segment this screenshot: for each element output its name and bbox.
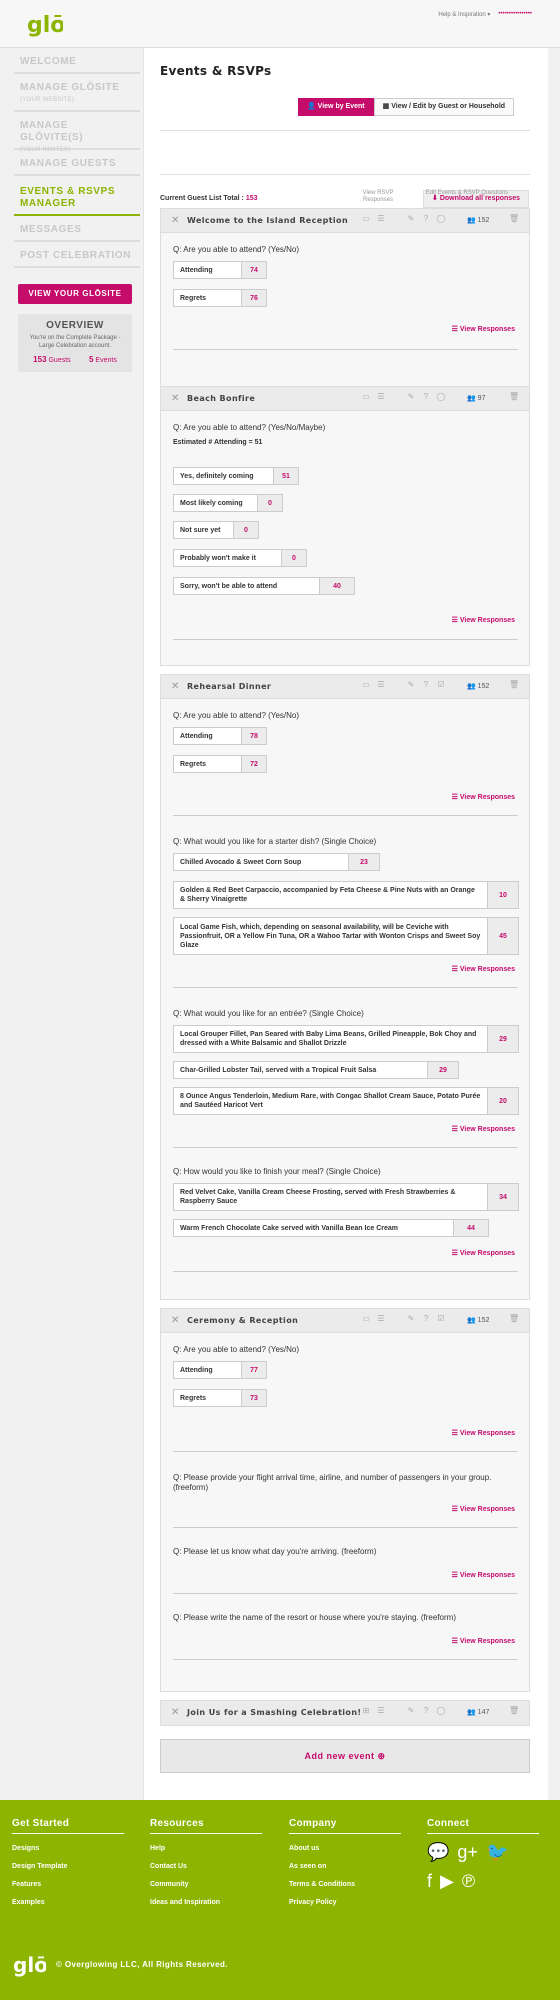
overview-description: You're on the Complete Package - Large Celebration account. [29,335,121,349]
question-text: Q: What would you like for a starter dish? (Single Choice) [173,837,377,846]
question-text: Q: Are you able to attend? (Yes/No) [173,711,300,720]
collapse-icon[interactable]: ✕ [171,215,180,226]
sidebar [14,52,140,372]
divider [173,1271,518,1272]
footer [0,1800,560,2000]
footer-link[interactable]: Terms & Conditions [289,1881,355,1888]
main-content [143,48,548,1800]
footer-link[interactable]: Help [150,1845,166,1852]
help-inspiration-link[interactable]: Help & Inspiration ▾ [438,12,491,18]
sidebar-item-manage-glovites[interactable] [14,112,140,153]
guests-count-value: 97 [477,395,486,402]
list-icon: ☰ [451,326,458,333]
event-title: Join Us for a Smashing Celebration! [187,1708,362,1717]
divider [173,987,518,988]
guests-count [467,1708,489,1716]
sidebar-item-events-rsvps[interactable] [14,176,140,216]
edit-icon[interactable]: ✎ [407,1706,415,1715]
footer-link[interactable]: Features [12,1881,42,1888]
collapse-icon[interactable]: ✕ [171,1315,180,1326]
add-event-label: Add new event [304,1751,375,1761]
guests-count [467,216,489,224]
view-by-guest-label: View / Edit by Guest or Household [391,103,506,110]
list-icon: ☰ [451,1506,458,1513]
answer-row[interactable] [173,494,283,512]
view-responses-label: View Responses [459,1250,515,1257]
view-responses-link[interactable] [452,1571,515,1579]
answer-label: Sorry, won't be able to attend [174,578,320,594]
view-responses-label: View Responses [459,1572,515,1579]
answer-row[interactable] [173,467,299,485]
answer-label: Char-Grilled Lobster Tail, served with a Tropical Fruit Salsa [174,1062,428,1078]
view-responses-link[interactable] [452,325,515,333]
guests-count [467,394,485,402]
people-icon: 👥 [467,683,476,690]
estimated-attending: Estimated # Attending = 51 [173,439,263,446]
edit-icon[interactable]: ✎ [407,1314,415,1323]
question-text: Q: How would you like to finish your meal? (Single Choice) [173,1167,381,1176]
answer-row[interactable] [173,853,380,871]
overview-title: OVERVIEW [46,320,104,331]
footer-link[interactable]: About us [289,1845,320,1852]
footer-glo-logo[interactable] [12,1948,46,1980]
answer-row[interactable] [173,881,519,909]
list-icon[interactable]: ☰ [377,392,385,401]
collapse-icon[interactable]: ✕ [171,681,180,692]
event-title: Ceremony & Reception [187,1316,299,1325]
answer-label: Local Grouper Fillet, Pan Seared with Baby Lima Beans, Grilled Pineapple, Bok Choy and dressed with a White Balsamic and Shallot Drizzle [174,1026,488,1052]
answer-label: Yes, definitely coming [174,468,274,484]
answer-label: Chilled Avocado & Sweet Corn Soup [174,854,349,870]
copyright: © Overglowing LLC, All Rights Reserved. [56,1960,228,1969]
total-label: Current Guest List Total : [160,195,244,202]
google-plus-icon[interactable]: g+ [457,1842,478,1862]
footer-link[interactable]: Contact Us [150,1863,187,1870]
event-card [160,1700,530,1726]
answer-count: 0 [258,495,282,511]
view-responses-link[interactable] [452,1429,515,1437]
view-responses-link[interactable] [452,1125,515,1133]
question-text: Q: Are you able to attend? (Yes/No/Maybe) [173,423,326,432]
view-responses-label: View Responses [459,1430,515,1437]
blog-icon[interactable]: 💬 [427,1842,450,1862]
list-icon[interactable]: ☰ [377,1706,385,1715]
footer-heading: Get Started [12,1818,124,1834]
answer-row[interactable] [173,549,307,567]
answer-label: Regrets [174,290,242,306]
answer-count: 29 [488,1026,518,1052]
view-responses-label: View Responses [459,326,515,333]
answer-row[interactable] [173,755,267,773]
event-card [160,386,530,666]
answer-label: Attending [174,1362,242,1378]
answer-row[interactable] [173,727,267,745]
view-icon[interactable]: ▭ [362,1314,370,1323]
answer-count: 0 [234,522,258,538]
sidebar-item-manage-glosite[interactable] [14,74,140,112]
sidebar-item-label: WELCOME [20,56,77,67]
person-icon: 👤 [307,103,316,110]
answer-count: 44 [454,1220,488,1236]
plus-circle-icon: ⊕ [377,1751,386,1761]
divider [160,174,530,175]
answer-count: 74 [242,262,266,278]
view-responses-label: View Responses [459,1506,515,1513]
answer-count: 23 [349,854,379,870]
question-icon[interactable]: ? [423,1706,429,1715]
list-icon: ☰ [451,1572,458,1579]
guests-count-value: 152 [477,1317,490,1324]
glo-logo[interactable] [25,6,63,40]
answer-row[interactable] [173,917,519,955]
footer-link[interactable]: As seen on [289,1863,327,1870]
edit-icon[interactable]: ✎ [407,392,415,401]
footer-link[interactable]: Design Template [12,1863,68,1870]
facebook-icon[interactable]: f [427,1871,433,1891]
question-icon[interactable]: ? [423,392,429,401]
list-icon: ☰ [451,617,458,624]
trash-icon[interactable]: 🗑 [509,1706,520,1715]
divider [173,639,518,640]
answer-count: 0 [282,550,306,566]
calendar-icon: ▦ [382,103,390,110]
event-count: 5 [89,355,94,364]
answer-count: 20 [488,1088,518,1114]
answer-row[interactable] [173,1361,267,1379]
user-menu[interactable]: •••••••••••••••• [498,11,532,17]
list-icon: ☰ [451,1430,458,1437]
answer-label: Probably won't make it [174,550,282,566]
answer-label: Regrets [174,756,242,772]
answer-row[interactable] [173,1087,519,1115]
sidebar-item-label: MANAGE GUESTS [20,158,117,169]
answer-label: Attending [174,728,242,744]
chat-icon[interactable]: ◯ [436,214,446,223]
top-bar [0,0,560,48]
checkbox-icon[interactable]: ☑ [437,1314,445,1323]
sidebar-item-label: MESSAGES [20,224,82,235]
list-icon: ☰ [451,794,458,801]
event-header [161,675,529,699]
edit-icon[interactable]: ✎ [407,680,415,689]
event-header [161,1309,529,1333]
answer-label: Golden & Red Beet Carpaccio, accompanied by Feta Cheese & Pine Nuts with an Orange & Sherry Vinaigrette [174,882,488,908]
footer-link[interactable]: Community [150,1881,189,1888]
list-icon: ☰ [451,1126,458,1133]
question-text: Q: Please let us know what day you're arriving. (freeform) [173,1547,377,1556]
guests-count-value: 152 [477,683,490,690]
answer-row[interactable] [173,1183,519,1211]
answer-row[interactable] [173,1389,267,1407]
divider [173,1527,518,1528]
event-title: Welcome to the Island Reception [187,216,349,225]
svg-text:glō: glō [27,13,63,38]
footer-link[interactable]: Ideas and Inspiration [150,1899,221,1906]
collapse-icon[interactable]: ✕ [171,393,180,404]
question-icon[interactable]: ? [423,1314,429,1323]
sidebar-item-welcome[interactable] [14,52,140,74]
answer-row[interactable] [173,577,355,595]
pinterest-icon[interactable]: ℗ [461,1871,476,1891]
chat-icon[interactable]: ◯ [436,1706,446,1715]
question-text: Q: Are you able to attend? (Yes/No) [173,1345,300,1354]
view-responses-label: View Responses [459,617,515,624]
question-icon[interactable]: ? [423,680,429,689]
sidebar-item-label: EVENTS & RSVPS MANAGER [20,186,116,209]
overview-panel [18,314,132,372]
download-label: Download all responses [439,195,520,202]
answer-label: Local Game Fish, which, depending on seasonal availability, will be Ceviche with Passionfruit, OR a Yellow Fin Tuna, OR a Wahoo Tartar with Wonton Crisps and Sweet Soy Glaze [174,918,488,954]
view-icon[interactable]: ▭ [362,214,370,223]
view-glosite-button[interactable]: VIEW YOUR GLŌSITE [18,284,132,304]
answer-count: 72 [242,756,266,772]
view-responses-link[interactable] [452,1505,515,1513]
checkbox-icon[interactable]: ☑ [437,680,445,689]
event-title: Rehearsal Dinner [187,682,272,691]
answer-count: 77 [242,1362,266,1378]
page-title: Events & RSVPs [160,64,272,78]
footer-heading: Resources [150,1818,262,1834]
view-by-guest-button[interactable] [374,98,514,116]
sidebar-item-label: POST CELEBRATION [20,250,132,261]
list-icon[interactable]: ☰ [377,214,385,223]
list-icon: ☰ [451,1638,458,1645]
youtube-icon[interactable]: ▶ [440,1871,454,1891]
footer-col-get-started [12,1818,132,1906]
guests-count-value: 152 [477,217,490,224]
answer-count: 51 [274,468,298,484]
sidebar-item-label: MANAGE GLŌSITE [20,82,120,93]
footer-link[interactable]: Privacy Policy [289,1899,337,1906]
answer-row[interactable] [173,1219,489,1237]
chat-icon[interactable]: ◯ [436,392,446,401]
guest-count: 153 [33,355,47,364]
footer-col-connect [427,1818,547,1892]
add-new-event-button[interactable] [160,1739,530,1773]
view-by-event-button[interactable] [298,98,374,116]
question-text: Q: What would you like for an entrée? (Single Choice) [173,1009,364,1018]
sidebar-item-sublabel: (YOUR INVITES) [20,147,71,153]
sidebar-item-messages[interactable] [14,216,140,242]
view-responses-link[interactable] [452,965,515,973]
view-responses-label: View Responses [459,1638,515,1645]
add-icon[interactable]: ⊞ [362,1706,370,1715]
view-responses-link[interactable] [452,616,515,624]
svg-text:glō: glō [13,1953,46,1977]
guests-count [467,1316,489,1324]
answer-label: Most likely coming [174,495,258,511]
guest-count-label: Guests [48,357,71,364]
answer-row[interactable] [173,261,267,279]
answer-count: 78 [242,728,266,744]
trash-icon[interactable]: 🗑 [509,214,520,223]
view-icon[interactable]: ▭ [362,392,370,401]
divider [173,1451,518,1452]
answer-count: 29 [428,1062,458,1078]
download-icon: ⬇ [432,195,438,202]
footer-link[interactable]: Designs [12,1845,40,1852]
answer-row[interactable] [173,521,259,539]
answer-label: Not sure yet [174,522,234,538]
edit-icon[interactable]: ✎ [407,214,415,223]
guests-count-value: 147 [477,1709,490,1716]
sidebar-item-post-celebration[interactable] [14,242,140,268]
answer-row[interactable] [173,289,267,307]
event-card [160,674,530,1300]
answer-count: 73 [242,1390,266,1406]
answer-count: 10 [488,882,518,908]
view-responses-label: View Responses [459,1126,515,1133]
list-icon: ☰ [451,966,458,973]
answer-count: 45 [488,918,518,954]
event-count-label: Events [95,357,117,364]
collapse-icon[interactable]: ✕ [171,1707,180,1718]
event-title: Beach Bonfire [187,394,256,403]
col-header-view: View RSVP Responses [362,190,394,203]
trash-icon[interactable]: 🗑 [509,1314,520,1323]
view-responses-label: View Responses [459,794,515,801]
question-text: Q: Are you able to attend? (Yes/No) [173,245,300,254]
question-text: Q: Please provide your flight arrival time, airline, and number of passengers in your group. (freeform) [173,1473,492,1492]
view-responses-link[interactable] [452,1249,515,1257]
trash-icon[interactable]: 🗑 [509,680,520,689]
total-value: 153 [245,195,258,202]
twitter-icon[interactable]: 🐦 [485,1842,509,1862]
answer-count: 40 [320,578,354,594]
footer-col-company [289,1818,409,1906]
event-header [161,387,529,411]
guest-list-total [160,195,258,202]
answer-label: Red Velvet Cake, Vanilla Cream Cheese Frosting, served with Fresh Strawberries & Raspberry Sauce [174,1184,488,1210]
view-responses-link[interactable] [452,1637,515,1645]
answer-row[interactable] [173,1025,519,1053]
divider [173,349,518,350]
people-icon: 👥 [467,217,476,224]
event-header [161,1701,529,1725]
people-icon: 👥 [467,1317,476,1324]
trash-icon[interactable]: 🗑 [509,392,520,401]
guests-count [467,682,489,690]
list-icon[interactable]: ☰ [377,1314,385,1323]
footer-col-resources [150,1818,270,1906]
overview-events [89,355,117,364]
divider [160,130,530,131]
divider [173,815,518,816]
divider [173,1147,518,1148]
view-by-event-label: View by Event [317,103,365,110]
footer-heading: Company [289,1818,401,1834]
answer-count: 34 [488,1184,518,1210]
answer-count: 76 [242,290,266,306]
divider [173,1593,518,1594]
answer-label: Regrets [174,1390,242,1406]
view-responses-label: View Responses [459,966,515,973]
overview-guests [33,355,71,364]
list-icon: ☰ [451,1250,458,1257]
list-icon[interactable]: ☰ [377,680,385,689]
event-card [160,1308,530,1692]
people-icon: 👥 [467,1709,476,1716]
answer-label: Attending [174,262,242,278]
people-icon: 👥 [467,395,476,402]
answer-row[interactable] [173,1061,459,1079]
footer-heading: Connect [427,1818,539,1834]
answer-label: 8 Ounce Angus Tenderloin, Medium Rare, with Congac Shallot Cream Sauce, Potato Purée and Sautéed Haricot Vert [174,1088,488,1114]
question-icon[interactable]: ? [423,214,429,223]
footer-link[interactable]: Examples [12,1899,45,1906]
sidebar-item-sublabel: (YOUR WEBSITE) [20,97,75,103]
col-header-edit: Edit Events & RSVP Questions [425,190,509,196]
answer-label: Warm French Chocolate Cake served with Vanilla Bean Ice Cream [174,1220,454,1236]
sidebar-item-label: MANAGE GLŌVITE(S) [20,120,84,143]
view-icon[interactable]: ▭ [362,680,370,689]
divider [173,1659,518,1660]
view-responses-link[interactable] [452,793,515,801]
question-text: Q: Please write the name of the resort or house where you're staying. (freeform) [173,1613,456,1622]
event-header [161,209,529,233]
